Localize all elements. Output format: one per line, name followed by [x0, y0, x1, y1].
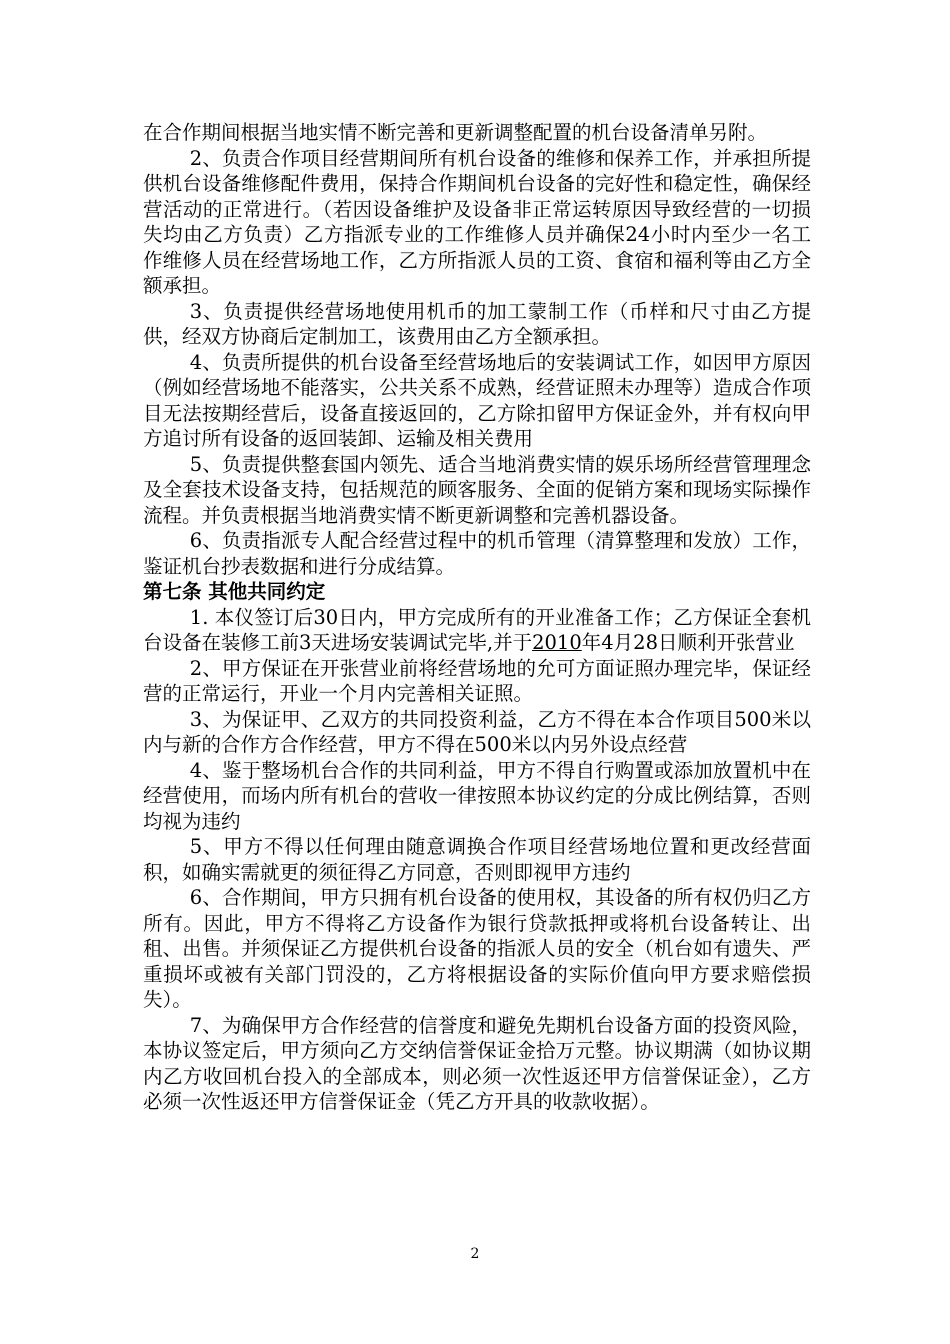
page-number: 2	[470, 1246, 480, 1262]
clause-item-6: 6、合作期间，甲方只拥有机台设备的使用权，其设备的所有权仍归乙方所有。因此，甲方不得将乙方设备作为银行贷款抵押或将机台设备转让、出租、出售。并须保证乙方提供机台设备的指派人员的安全（机台如有遗失、严重损坏或被有关部门罚没的，乙方将根据设备的实际价值向甲方要求赔偿损失）。	[143, 886, 811, 1011]
paragraph-continuation: 在合作期间根据当地实情不断完善和更新调整配置的机台设备清单另附。	[143, 121, 768, 144]
paragraph-item-5: 5、负责提供整套国内领先、适合当地消费实情的娱乐场所经营管理理念及全套技术设备支持，包括规范的顾客服务、全面的促销方案和现场实际操作流程。并负责根据当地消费实情不断更新调整和完善机器设备。	[143, 452, 811, 527]
document-body	[143, 120, 811, 1115]
clause-item-2: 2、甲方保证在开张营业前将经营场地的允可方面证照办理完毕，保证经营的正常运行，开业一个月内完善相关证照。	[143, 656, 811, 705]
clause-item-5: 5、甲方不得以任何理由随意调换合作项目经营场地位置和更改经营面积，如确实需就更的须征得乙方同意，否则即视甲方违约	[143, 835, 811, 884]
clause-item-1-text: 1. 本仪签订后30日内，甲方完成所有的开业准备工作；乙方保证全套机台设备在装修工前3天进场安装调试完毕,并于	[143, 605, 811, 654]
clause-item-3: 3、为保证甲、乙双方的共同投资利益，乙方不得在本合作项目500米以内与新的合作方合作经营，甲方不得在500米以内另外设点经营	[143, 707, 811, 756]
section-heading: 第七条 其他共同约定	[143, 580, 326, 603]
paragraph-item-2: 2、负责合作项目经营期间所有机台设备的维修和保养工作，并承担所提供机台设备维修配件费用，保持合作期间机台设备的完好性和稳定性，确保经营活动的正常进行。（若因设备维护及设备非正常运转原因导致经营的一切损失均由乙方负责）乙方指派专业的工作维修人员并确保24小时内至少一名工作维修人员在经营场地工作，乙方所指派人员的工资、食宿和福利等由乙方全额承担。	[143, 146, 811, 297]
paragraph-item-3: 3、负责提供经营场地使用机币的加工蒙制工作（币样和尺寸由乙方提供，经双方协商后定制加工，该费用由乙方全额承担。	[143, 299, 811, 348]
clause-item-1-date: 年4月28日顺利开张营业	[581, 631, 795, 654]
paragraph-item-4: 4、负责所提供的机台设备至经营场地后的安装调试工作，如因甲方原因（例如经营场地不能落实，公共关系不成熟，经营证照未办理等）造成合作项目无法按期经营后，设备直接返回的，乙方除扣留甲方保证金外，并有权向甲方追讨所有设备的返回装卸、运输及相关费用	[143, 350, 811, 450]
clause-item-4: 4、鉴于整场机台合作的共同利益，甲方不得自行购置或添加放置机中在经营使用，而场内所有机台的营收一律按照本协议约定的分成比例结算，否则均视为违约	[143, 758, 811, 833]
paragraph-item-6: 6、负责指派专人配合经营过程中的机币管理（清算整理和发放）工作，鉴证机台抄表数据和进行分成结算。	[143, 529, 811, 578]
clause-item-7: 7、为确保甲方合作经营的信誉度和避免先期机台设备方面的投资风险，本协议签定后，甲方须向乙方交纳信誉保证金拾万元整。协议期满（如协议期内乙方收回机台投入的全部成本，则必须一次性返还甲方信誉保证金），乙方必须一次性返还甲方信誉保证金（凭乙方开具的收款收据）。	[143, 1013, 811, 1113]
clause-item-1-year: 2010	[532, 631, 582, 654]
clause-item-1	[143, 605, 811, 656]
